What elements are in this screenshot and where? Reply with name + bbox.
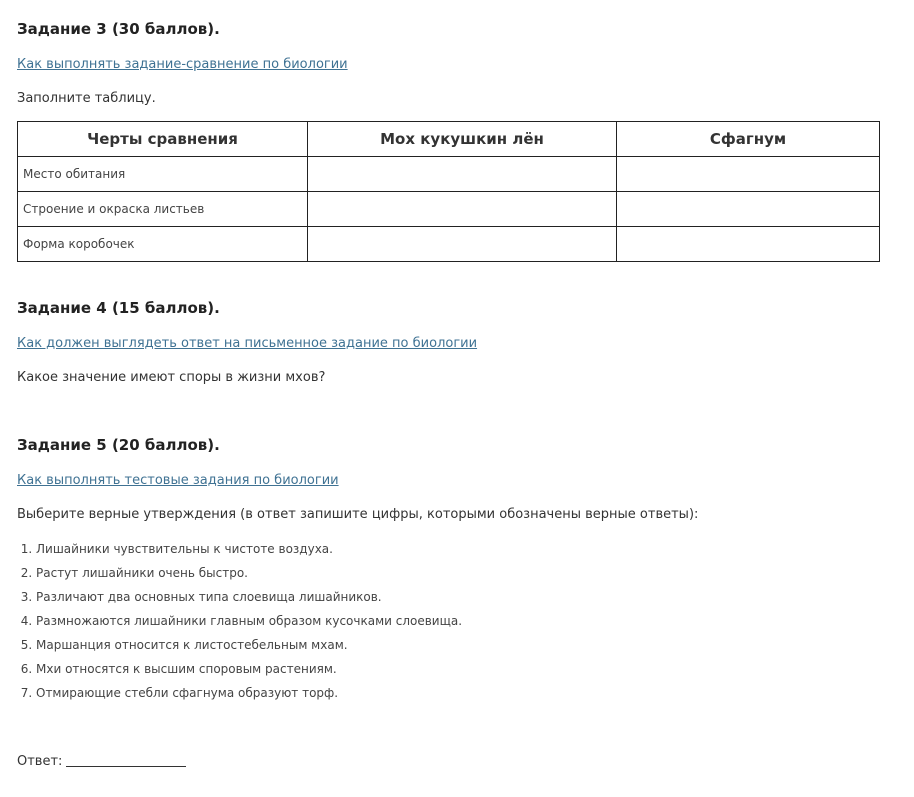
answer-cell[interactable]: [617, 192, 880, 227]
list-item: 7. Отмирающие стебли сфагнума образуют торф.: [36, 685, 462, 709]
row-label: Место обитания: [18, 157, 308, 192]
table-row: [18, 157, 880, 192]
answer-cell[interactable]: [308, 227, 617, 262]
list-item: 4. Размножаются лишайники главным образом кусочками слоевища.: [36, 613, 462, 637]
list-item: 6. Мхи относятся к высшим споровым растениям.: [36, 661, 462, 685]
header-sphagnum: Сфагнум: [617, 122, 880, 157]
statements-list: [0, 541, 462, 709]
header-features: Черты сравнения: [18, 122, 308, 157]
comparison-table: [17, 121, 880, 262]
task4-title: Задание 4 (15 баллов).: [17, 299, 220, 317]
answer-cell[interactable]: [308, 157, 617, 192]
row-label: Форма коробочек: [18, 227, 308, 262]
list-item: 5. Маршанция относится к листостебельным мхам.: [36, 637, 462, 661]
list-item: 3. Различают два основных типа слоевища лишайников.: [36, 589, 462, 613]
task3-instruction: Заполните таблицу.: [17, 91, 156, 106]
task5-help-link[interactable]: Как выполнять тестовые задания по биологии: [17, 473, 339, 488]
table-row: [18, 192, 880, 227]
answer-blank[interactable]: [66, 752, 186, 767]
task4-help-link[interactable]: Как должен выглядеть ответ на письменное задание по биологии: [17, 336, 478, 351]
task3-title: Задание 3 (30 баллов).: [17, 20, 220, 38]
answer-cell[interactable]: [308, 192, 617, 227]
table-header-row: [18, 122, 880, 157]
row-label: Строение и окраска листьев: [18, 192, 308, 227]
header-polytrichum: Мох кукушкин лён: [308, 122, 617, 157]
table-row: [18, 227, 880, 262]
answer-cell[interactable]: [617, 157, 880, 192]
task3-help-link[interactable]: Как выполнять задание-сравнение по биологии: [17, 57, 348, 72]
answer-label: Ответ:: [17, 754, 63, 769]
answer-cell[interactable]: [617, 227, 880, 262]
answer-row: [17, 752, 186, 769]
list-item: 2. Растут лишайники очень быстро.: [36, 565, 462, 589]
task5-title: Задание 5 (20 баллов).: [17, 436, 220, 454]
task5-instruction: Выберите верные утверждения (в ответ запишите цифры, которыми обозначены верные ответы):: [17, 507, 699, 522]
list-item: 1. Лишайники чувствительны к чистоте воздуха.: [36, 541, 462, 565]
task4-question: Какое значение имеют споры в жизни мхов?: [17, 370, 326, 385]
